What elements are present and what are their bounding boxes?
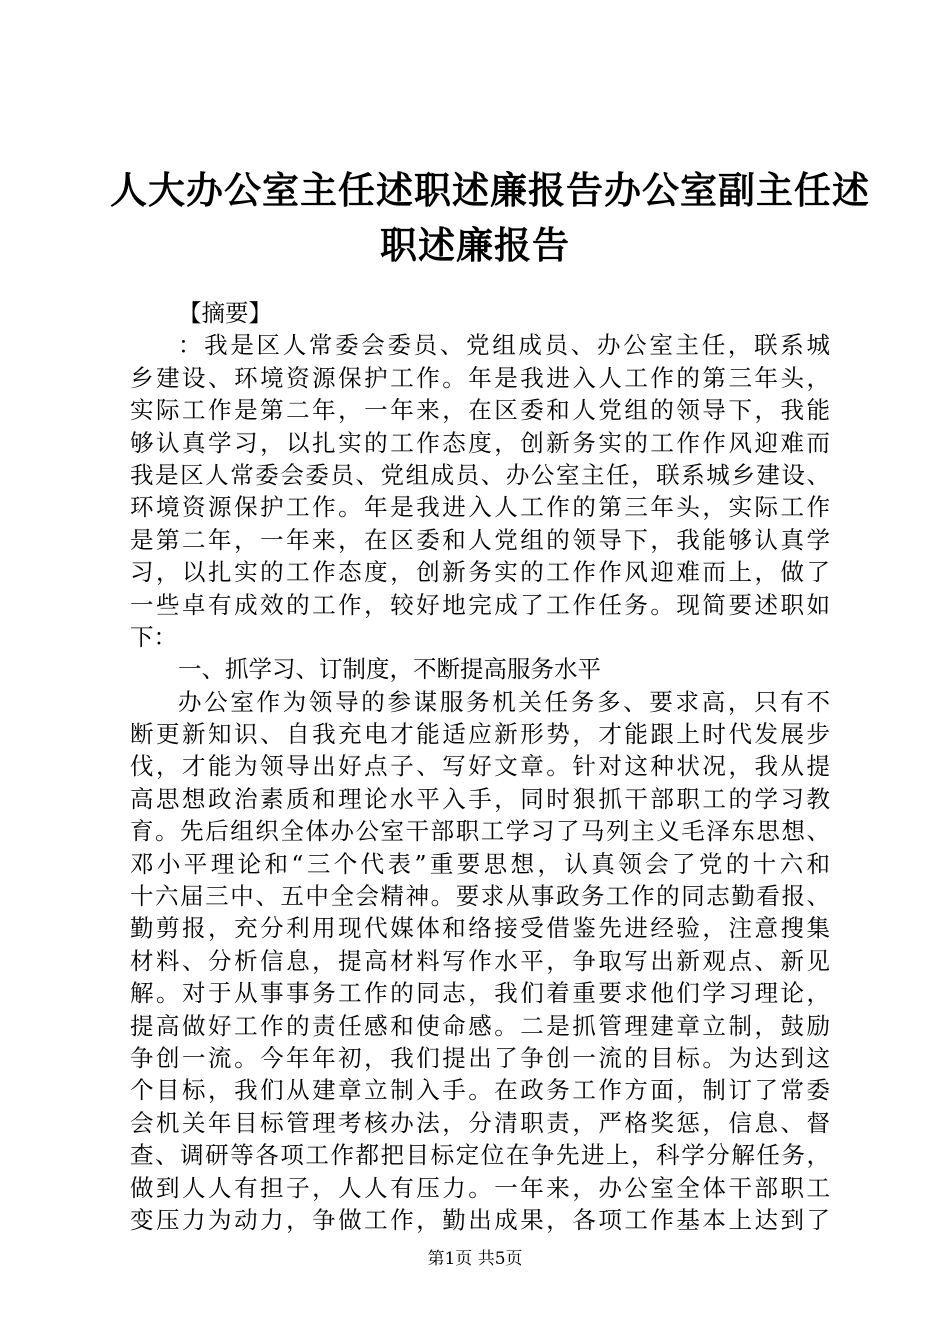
body-line: 勤剪报，充分利用现代媒体和络接受借鉴先进经验，注意搜集: [130, 914, 830, 943]
body-line: 够认真学习，以扎实的工作态度，创新务实的工作作风迎难而: [130, 428, 830, 457]
body-line: 争创一流。今年年初，我们提出了争创一流的目标。为达到这: [130, 1043, 830, 1072]
body-line: 我是区人常委会委员、党组成员、办公室主任，联系城乡建设、: [130, 460, 830, 489]
body-line: 提高做好工作的责任感和使命感。二是抓管理建章立制，鼓励: [130, 1011, 830, 1040]
body-line: 是第二年，一年来，在区委和人党组的领导下，我能够认真学: [130, 525, 830, 554]
body-line: 解。对于从事事务工作的同志，我们着重要求他们学习理论，: [130, 979, 830, 1008]
abstract-heading: 【摘要】: [178, 299, 272, 327]
document-title-line-1: 人大办公室主任述职述廉报告办公室副主任述: [110, 168, 870, 212]
body-line: 个目标，我们从建章立制入手。在政务工作方面，制订了常委: [130, 1076, 830, 1105]
body-line: 高思想政治素质和理论水平入手，同时狠抓干部职工的学习教: [130, 784, 830, 813]
body-line: 环境资源保护工作。年是我进入人工作的第三年头，实际工作: [130, 493, 830, 522]
body-line: 习，以扎实的工作态度，创新务实的工作作风迎难而上，做了: [130, 558, 830, 587]
body-line: ：我是区人常委会委员、党组成员、办公室主任，联系城: [178, 331, 830, 360]
body-line: 育。先后组织全体办公室干部职工学习了马列主义毛泽东思想、: [130, 817, 830, 846]
document-title-line-2: 职述廉报告: [380, 223, 570, 267]
body-line: 伐，才能为领导出好点子、写好文章。针对这种状况，我从提: [130, 752, 830, 781]
body-line: 做到人人有担子，人人有压力。一年来，办公室全体干部职工: [130, 1173, 830, 1202]
body-line: 乡建设、环境资源保护工作。年是我进入人工作的第三年头，: [130, 363, 830, 392]
body-line: 变压力为动力，争做工作，勤出成果，各项工作基本上达到了: [130, 1205, 830, 1234]
body-line: 查、调研等各项工作都把目标定位在争先进上，科学分解任务，: [130, 1141, 830, 1170]
document-body: [130, 297, 830, 1236]
body-line: 邓小平理论和“三个代表”重要思想，认真领会了党的十六和: [130, 849, 830, 878]
page-footer: 第1页 共5页: [427, 1249, 523, 1269]
body-line: 断更新知识、自我充电才能适应新形势，才能跟上时代发展步: [130, 720, 830, 749]
body-line: 实际工作是第二年，一年来，在区委和人党组的领导下，我能: [130, 396, 830, 425]
body-line: 十六届三中、五中全会精神。要求从事政务工作的同志勤看报、: [130, 882, 830, 911]
body-line: 一些卓有成效的工作，较好地完成了工作任务。现简要述职如: [130, 590, 830, 619]
body-line: 材料、分析信息，提高材料写作水平，争取写出新观点、新见: [130, 946, 830, 975]
body-line: 下：: [130, 622, 177, 651]
section-heading: 一、抓学习、订制度，不断提高服务水平: [178, 655, 601, 684]
body-line: 办公室作为领导的参谋服务机关任务多、要求高，只有不: [178, 687, 830, 716]
body-line: 会机关年目标管理考核办法，分清职责，严格奖惩，信息、督: [130, 1108, 830, 1137]
